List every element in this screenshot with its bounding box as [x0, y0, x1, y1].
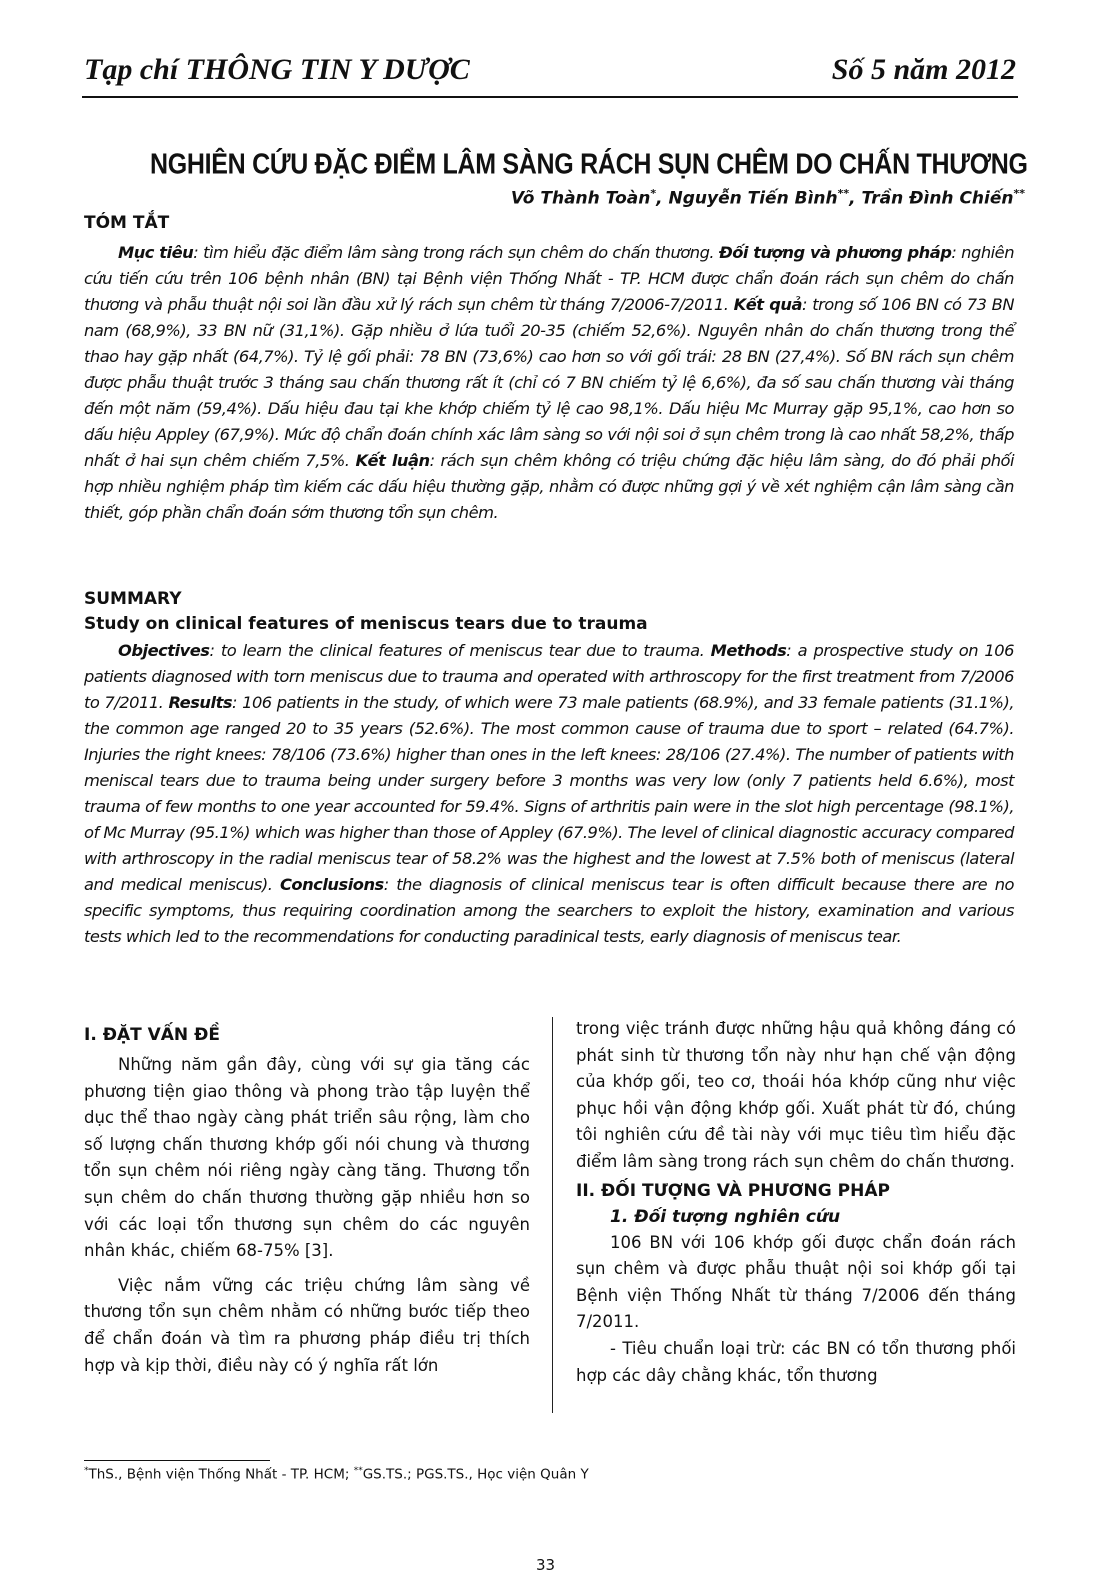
author-name: Nguyễn Tiến Bình: [668, 188, 838, 209]
objective-text: : tìm hiểu đặc điểm lâm sàng trong rách sụn chêm do chấn thương.: [193, 243, 719, 262]
methods-label: Đối tượng và phương pháp: [718, 243, 952, 262]
issue-label: Số 5 năm 2012: [831, 53, 1016, 86]
results-text: : trong số 106 BN có 73 BN nam (68,9%), 33 BN nữ (31,1%). Gặp nhiều ở lứa tuổi 20-35 (chiếm 52,6%). Nguyên nhân do chấn thương trong thể thao hay gặp nhất (64,7%). Tỷ lệ gối phải: 78 BN (73,6%) cao hơn so với gối trái: 28 BN (27,4%). Số BN rách sụn chêm được phẫu thuật trước 3 tháng sau chấn thương rất ít (chỉ có 7 BN chiếm tỷ lệ 6,6%), đa số sau chấn thương vài tháng đến một năm (59,4%). Dấu hiệu đau tại khe khớp chiếm tỷ lệ cao 98,1%. Dấu hiệu Mc Murray gặp 95,1%, cao hơn so dấu hiệu Appley (67,9%). Mức độ chẩn đoán chính xác lâm sàng so với nội soi ở sụn chêm trong là cao nhất 58,2%, thấp nhất ở hai sụn chêm chiếm 7,5%.: [84, 295, 1015, 470]
objectives-text: : to learn the clinical features of meniscus tear due to trauma.: [209, 641, 711, 660]
header-divider: [82, 96, 1018, 98]
footnote-text: ThS., Bệnh viện Thống Nhất - TP. HCM;: [88, 1466, 354, 1483]
abstract-vi-heading: TÓM TẮT: [84, 213, 170, 233]
author-name: Võ Thành Toàn: [510, 188, 651, 209]
author-mark: **: [1013, 187, 1025, 200]
methods-label-en: Methods: [710, 641, 787, 660]
author-mark: **: [837, 187, 850, 200]
author-name: Trần Đình Chiến: [861, 188, 1014, 209]
author-mark: *: [650, 187, 657, 200]
article-title: NGHIÊN CỨU ĐẶC ĐIỂM LÂM SÀNG RÁCH SỤN CHÊM DO CHẤN THƯƠNG: [150, 148, 1028, 181]
section1-heading: I. ĐẶT VẤN ĐỀ: [84, 1025, 220, 1045]
column-divider: [552, 1017, 553, 1413]
footnote: [84, 1466, 589, 1483]
author-line: [511, 187, 1025, 209]
right-column: [576, 1016, 1016, 1389]
journal-header: [84, 52, 1016, 88]
conclusion-label: Kết luận: [355, 451, 430, 470]
section1-paragraph: Việc nắm vững các triệu chứng lâm sàng về thương tổn sụn chêm nhằm có những bước tiếp theo để chẩn đoán và tìm ra phương pháp điều trị thích hợp và kịp thời, điều này có ý nghĩa rất lớn: [84, 1275, 530, 1375]
abstract-vi-text: [84, 240, 1014, 526]
section2-subheading: 1. Đối tượng nghiên cứu: [610, 1206, 841, 1227]
section2-paragraph: - Tiêu chuẩn loại trừ: các BN có tổn thương phối hợp các dây chằng khác, tổn thương: [576, 1338, 1016, 1385]
footnote-mark: *: [84, 1466, 89, 1476]
footnote-divider: [84, 1460, 270, 1461]
conclusions-text-en: : the diagnosis of clinical meniscus tear is often difficult because there are no specific symptoms, thus requiring coordination among the searchers to exploit the history, examination and various tests which led to the recommendations for conducting paradinical tests, early diagnosis of meniscus tear.: [84, 875, 1014, 946]
results-label-en: Results: [168, 693, 233, 712]
conclusion-text: : rách sụn chêm không có triệu chứng đặc hiệu lâm sàng, do đó phải phối hợp nhiều nghiệm pháp tìm kiếm các dấu hiệu thường gặp, nhằm có được những gợi ý về xét nghiệm cận lâm sàng cần thiết, góp phần chẩn đoán sớm thương tổn sụn chêm.: [84, 451, 1014, 522]
section1-paragraph: trong việc tránh được những hậu quả không đáng có phát sinh từ thương tổn này như hạn chế vận động của khớp gối, teo cơ, thoái hóa khớp cũng như việc phục hồi vận động khớp gối. Xuất phát từ đó, chúng tôi nghiên cứu đề tài này với mục tiêu tìm hiểu đặc điểm lâm sàng trong rách sụn chêm do chấn thương.: [576, 1019, 1016, 1171]
abstract-en-text: [84, 638, 1014, 950]
section2-heading: II. ĐỐI TƯỢNG VÀ PHƯƠNG PHÁP: [576, 1180, 890, 1201]
section2-paragraph: 106 BN với 106 khớp gối được chẩn đoán rách sụn chêm và được phẫu thuật nội soi khớp gối tại Bệnh viện Thống Nhất từ tháng 7/2006 đến tháng 7/2011.: [576, 1232, 1016, 1332]
objectives-label: Objectives: [118, 641, 210, 660]
author-separator: ,: [656, 188, 669, 209]
footnote-mark: **: [353, 1466, 363, 1476]
methods-text: : nghiên cứu tiến cứu trên 106 bệnh nhân (BN) tại Bệnh viện Thống Nhất - TP. HCM được chẩn đoán rách sụn chêm do chấn thương và phẫu thuật nội soi lần đầu xử lý rách sụn chêm từ tháng 7/2006-7/2011.: [84, 243, 1015, 314]
results-text-en: : 106 patients in the study, of which were 73 male patients (68.9%), and 33 female patients (31.1%), the common age ranged 20 to 35 years (52.6%). The most common cause of trauma due to sport – related (64.7%). Injuries the right knees: 78/106 (73.6%) higher than ones in the left knees: 28/106 (27.4%). The number of patients with meniscal tears due to trauma being under surgery before 3 months was very low (only 7 patients held 6.6%), most trauma of few months to one year accounted for 59.4%. Signs of arthritis pain were in the slot high percentage (98.1%), of Mc Murray (95.1%) which was higher than those of Appley (67.9%). The level of clinical diagnostic accuracy compared with arthroscopy in the radial meniscus tear of 58.2% was the highest and the lowest at 7.5% both of meniscus (lateral and medical meniscus).: [84, 693, 1014, 894]
section1-paragraph: Những năm gần đây, cùng với sự gia tăng các phương tiện giao thông và phong trào tập luyện thể dục thể thao ngày càng phát triển sâu rộng, làm cho số lượng chấn thương khớp gối nói chung và thương tổn sụn chêm nói riêng ngày càng tăng. Thương tổn sụn chêm do chấn thương thường gặp nhiều hơn so với các loại tổn thương sụn chêm do các nguyên nhân khác, chiếm 68-75% [3].: [84, 1055, 530, 1261]
conclusions-label-en: Conclusions: [279, 875, 384, 894]
left-column: [84, 1022, 530, 1379]
methods-text-en: : a prospective study on 106 patients diagnosed with torn meniscus due to trauma and operated with arthroscopy for the first treatment from 7/2006 to 7/2011.: [84, 641, 1014, 712]
journal-name: Tạp chí THÔNG TIN Y DƯỢC: [84, 53, 470, 86]
footnote-text: GS.TS.; PGS.TS., Học viện Quân Y: [362, 1466, 589, 1483]
summary-heading: SUMMARY: [84, 589, 182, 609]
page-number: 33: [536, 1556, 556, 1574]
summary-title: Study on clinical features of meniscus tears due to trauma: [84, 614, 648, 634]
objective-label: Mục tiêu: [118, 243, 194, 262]
author-separator: ,: [849, 188, 862, 209]
results-label: Kết quả: [733, 295, 803, 314]
